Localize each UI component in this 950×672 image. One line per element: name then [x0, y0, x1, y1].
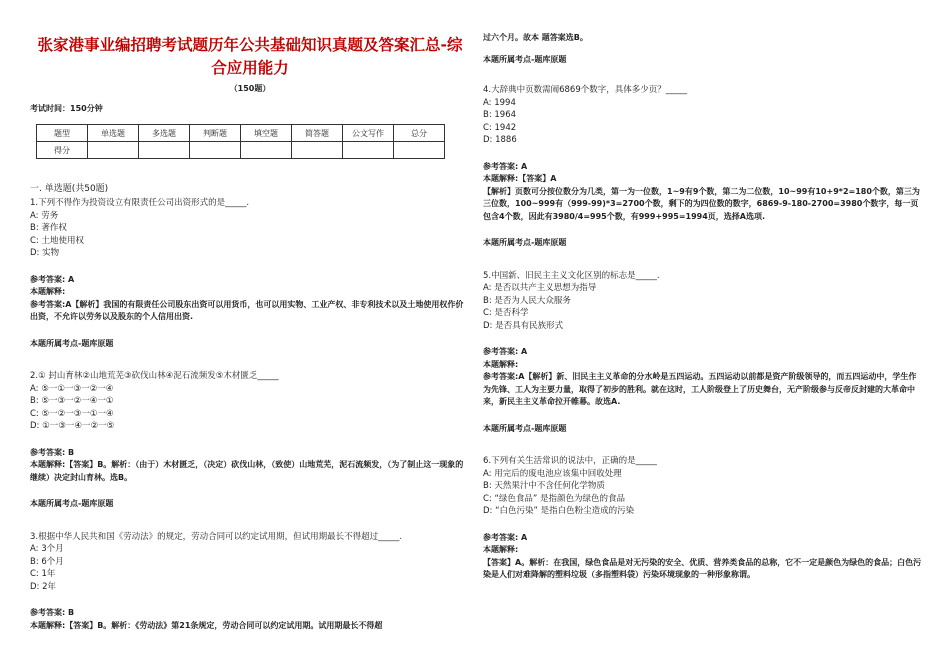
option-c: C: 1942 [483, 122, 517, 133]
header-cell: 总分 [394, 125, 445, 142]
question-1 [30, 197, 470, 350]
option-d: D: 2年 [30, 581, 57, 592]
option-c: C: 土地使用权 [30, 235, 85, 246]
option-b: B: 6个月 [30, 556, 64, 567]
empty-cell [292, 142, 343, 159]
question-2 [30, 370, 470, 511]
source-note: 本题所属考点-题库原题 [483, 54, 567, 64]
explanation-label: 本题解释: [483, 545, 519, 554]
explanation: 本题解释:【答案】B。解析：《劳动法》第21条规定，劳动合同可以约定试用期。试用期最长不得超 [30, 620, 383, 630]
header-cell: 简答题 [292, 125, 343, 142]
explanation: 本题解释:【答案】B。解析：（由于）木材匮乏，（决定）砍伐山林，（致使）山地荒芜，泥石流频发，（为了制止这一现象的继续）决定封山育林。选B。 [30, 460, 464, 482]
option-d: D: 是否具有民族形式 [483, 320, 564, 331]
option-c: C: 是否科学 [483, 308, 529, 318]
empty-cell [190, 142, 241, 159]
header-cell: 填空题 [241, 125, 292, 142]
question-stem: 3.根据中华人民共和国《劳动法》的规定，劳动合同可以约定试用期，但试用期最长不得超过_____. [30, 531, 403, 542]
option-c: C: ⑤一②一③一①一④ [30, 408, 114, 419]
left-column [30, 0, 470, 632]
source-note: 本题所属考点-题库原题 [30, 499, 114, 508]
option-a: A: 用完后的废电池应该集中回收处理 [483, 468, 622, 479]
answer: 参考答案: A [483, 532, 528, 542]
option-d: D: ①一③一④一②一⑤ [30, 421, 115, 431]
question-stem: 5.中国新、旧民主主义文化区别的标志是_____. [483, 270, 660, 281]
answer: 参考答案: A [30, 274, 75, 284]
question-4 [483, 84, 923, 250]
question-stem: 1.下列不得作为投资设立有限责任公司出资形式的是_____. [30, 198, 250, 208]
explanation-label: 本题解释: [483, 359, 519, 369]
header-cell: 单选题 [88, 125, 139, 142]
explanation-continued: 过六个月。故本 题答案选B。 [483, 33, 588, 42]
option-a: A: 3个月 [30, 544, 64, 554]
header-cell: 公文写作 [343, 125, 394, 142]
score-table [36, 124, 445, 159]
section-title: 一. 单选题(共50题) [30, 184, 109, 194]
empty-cell [88, 142, 139, 159]
question-6 [483, 455, 923, 582]
empty-cell [343, 142, 394, 159]
option-b: B: 1964 [483, 110, 517, 120]
option-a: A: 是否以共产主义思想为指导 [483, 283, 597, 293]
document-title: 张家港事业编招聘考试题历年公共基础知识真题及答案汇总-综合应用能力 [37, 36, 463, 77]
option-b: B: ⑤一③一②一④一① [30, 396, 114, 406]
score-table-header-row [37, 125, 445, 142]
explanation-label: 本题解释: [30, 287, 66, 296]
question-3 [30, 531, 470, 633]
answer: 参考答案: A [483, 161, 528, 171]
right-column [483, 0, 923, 582]
explanation: 参考答案:A【解析】新、旧民主主义革命的分水岭是五四运动。五四运动以前都是资产阶级领导的，而五四运动中，学生作为先锋、工人为主要力量，取得了初步的胜利。就在这时，工人阶级登上了历史舞台，无产阶级参与反帝反封建的大革命中来，新民主主义革命拉开帷幕。故选A. [483, 372, 917, 406]
option-c: C: “绿色食品” 是指颜色为绿色的食品 [483, 493, 626, 504]
empty-cell [139, 142, 190, 159]
question-count: （150题） [229, 84, 271, 93]
explanation: 本题解释:【答案】A [483, 174, 557, 183]
question-stem: 2.① 封山育林②山地荒芜③砍伐山林④泥石流频发⑤木材匮乏_____ [30, 371, 279, 381]
option-b: B: 著作权 [30, 223, 67, 233]
row-label-cell: 得分 [37, 142, 88, 159]
option-d: D: 1886 [483, 135, 517, 145]
question-stem: 4.大辞典中页数需闹6869个数字，具体多少页？_____ [483, 85, 687, 95]
explanation: 【答案】A。解析：在我国，绿色食品是对无污染的安全、优质、营养类食品的总称，它不一定是颜色为绿色的食品；白色污染是人们对难降解的塑料垃圾（多指塑料袋）污染环境现象的一种形象称谓。 [483, 557, 922, 579]
empty-cell [394, 142, 445, 159]
source-note: 本题所属考点-题库原题 [483, 423, 567, 433]
explanation: 参考答案:A【解析】我国的有限责任公司股东出资可以用货币，也可以用实物、工业产权、非专利技术以及土地使用权作价出资，不允许以劳务以及股东的个人信用出资. [30, 299, 464, 321]
answer: 参考答案: B [30, 447, 75, 457]
question-stem: 6.下列有关生活常识的说法中，正确的是_____ [483, 456, 657, 466]
option-d: D: 实物 [30, 248, 60, 258]
header-cell: 题型 [37, 125, 88, 142]
header-cell: 多选题 [139, 125, 190, 142]
explanation-detail: 【解析】页数可分按位数分为几类，第一为一位数，1~9有9个数，第二为二位数，10~99有10+9*2=180个数，第三为三位数，100~999有（999-99)*3=2700个数，剩下的为四位数的数字，6869-9-180-2700=3980个数字，每一页包含4个数，因此有3980/4=995个数，有999+995=1994页，选择A选项. [483, 186, 920, 221]
score-table-score-row [37, 142, 445, 159]
source-note: 本题所属考点-题库原题 [483, 238, 567, 247]
answer: 参考答案: A [483, 347, 528, 356]
answer: 参考答案: B [30, 608, 75, 617]
question-5 [483, 270, 923, 436]
option-b: B: 是否为人民大众服务 [483, 295, 571, 306]
option-a: A: 劳务 [30, 210, 59, 221]
header-cell: 判断题 [190, 125, 241, 142]
option-a: A: 1994 [483, 97, 516, 108]
empty-cell [241, 142, 292, 159]
exam-time: 考试时间：150分钟 [30, 104, 103, 113]
option-a: A: ⑤一①一③一②一④ [30, 383, 114, 394]
option-c: C: 1年 [30, 569, 56, 579]
option-d: D: “白色污染” 是指白色粉尘造成的污染 [483, 506, 635, 516]
option-b: B: 天然果汁中不含任何化学物质 [483, 481, 605, 491]
source-note: 本题所属考点-题库原题 [30, 338, 114, 348]
